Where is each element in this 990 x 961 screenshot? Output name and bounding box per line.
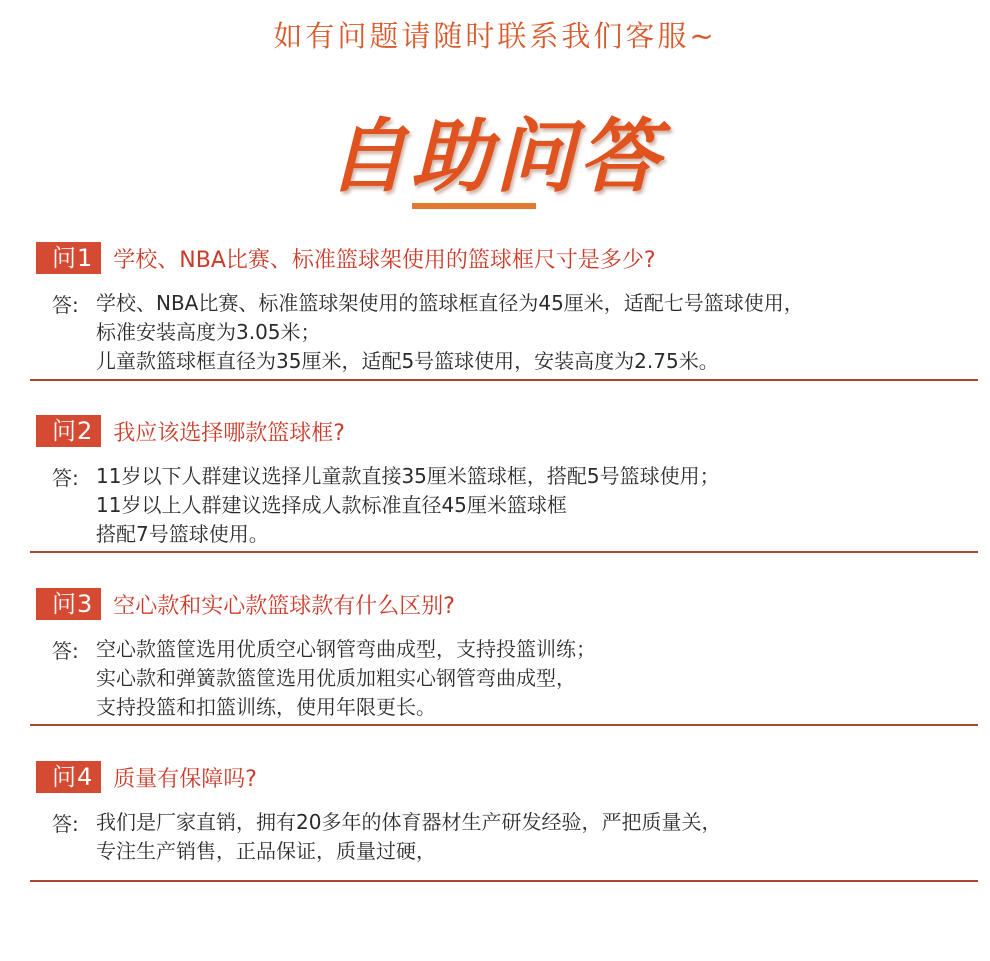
section-divider xyxy=(30,379,978,381)
title-underline xyxy=(412,203,536,209)
answer-text xyxy=(96,808,721,866)
page-title: 自助问答 xyxy=(327,110,663,203)
question-text: 空心款和实心款篮球款有什么区别? xyxy=(113,593,455,619)
answer-label: 答: xyxy=(52,466,79,490)
question-tag: 问1 xyxy=(36,242,101,274)
answer-line: 11岁以下人群建议选择儿童款直接35厘米篮球框，搭配5号篮球使用； xyxy=(96,464,720,488)
question-row xyxy=(36,414,345,448)
answer-text xyxy=(96,289,804,376)
answer-label: 答: xyxy=(52,293,79,317)
answer-line: 我们是厂家直销，拥有20多年的体育器材生产研发经验，严把质量关， xyxy=(96,810,722,834)
answer-line: 学校、NBA比赛、标准篮球架使用的篮球框直径为45厘米，适配七号篮球使用， xyxy=(96,291,804,315)
question-text: 学校、NBA比赛、标准篮球架使用的篮球框尺寸是多少? xyxy=(113,247,656,273)
section-divider xyxy=(30,551,978,553)
section-divider xyxy=(30,724,978,726)
answer-text xyxy=(96,462,720,549)
question-tag: 问3 xyxy=(36,588,101,620)
answer-label: 答: xyxy=(52,812,79,836)
question-row xyxy=(36,587,455,621)
question-row xyxy=(36,760,257,794)
question-tag: 问4 xyxy=(36,761,101,793)
question-text: 我应该选择哪款篮球框? xyxy=(113,420,345,446)
answer-label: 答: xyxy=(52,639,79,663)
contact-note: 如有问题请随时联系我们客服~ xyxy=(273,19,717,53)
answer-line: 实心款和弹簧款篮筐选用优质加粗实心钢管弯曲成型， xyxy=(96,666,576,690)
question-tag: 问2 xyxy=(36,415,101,447)
answer-line: 11岁以上人群建议选择成人款标准直径45厘米篮球框 xyxy=(96,493,567,517)
question-row xyxy=(36,241,656,275)
answer-text xyxy=(96,635,596,722)
question-text: 质量有保障吗? xyxy=(113,766,257,792)
answer-line: 支持投篮和扣篮训练，使用年限更长。 xyxy=(96,695,436,719)
answer-line: 空心款篮筐选用优质空心钢管弯曲成型，支持投篮训练； xyxy=(96,637,596,661)
answer-line: 儿童款篮球框直径为35厘米，适配5号篮球使用，安装高度为2.75米。 xyxy=(96,349,719,373)
answer-line: 标准安装高度为3.05米； xyxy=(96,320,321,344)
section-divider xyxy=(30,880,978,882)
answer-line: 专注生产销售，正品保证，质量过硬， xyxy=(96,839,436,863)
answer-line: 搭配7号篮球使用。 xyxy=(96,522,269,546)
